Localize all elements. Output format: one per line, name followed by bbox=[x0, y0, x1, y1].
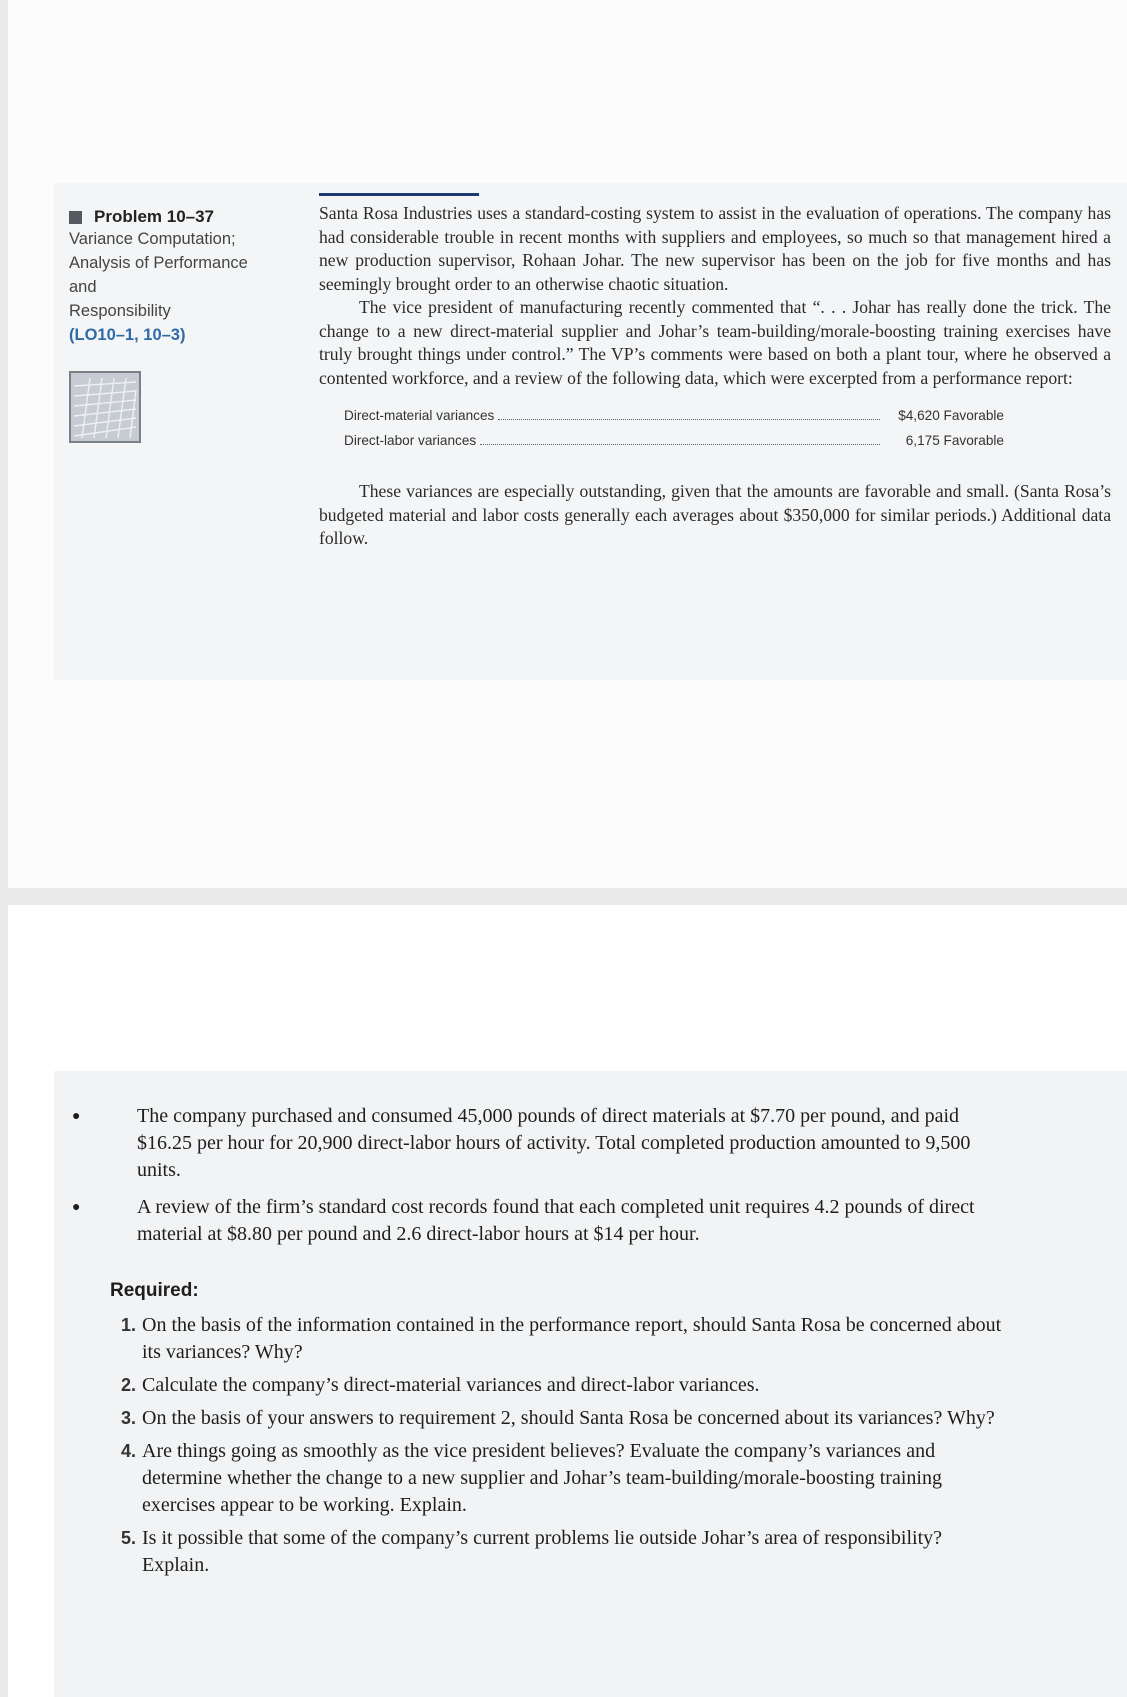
report-row bbox=[344, 433, 1004, 458]
requirement-number: 5. bbox=[120, 1528, 136, 1548]
header-rule bbox=[319, 193, 479, 196]
additional-data bbox=[62, 1103, 1042, 1585]
report-label: Direct-material variances bbox=[344, 408, 495, 423]
list-item bbox=[62, 1103, 1042, 1184]
requirement-item bbox=[62, 1525, 1042, 1579]
bullet-text: The company purchased and consumed 45,000 pounds of direct materials at $7.70 per pound, and paid $16.25 per hour for 20,900 direct-labor hours of activity. Total completed production amounted to 9,500 units. bbox=[137, 1105, 971, 1181]
requirement-number: 3. bbox=[120, 1408, 136, 1428]
list-item bbox=[62, 1194, 1042, 1248]
requirement-item bbox=[62, 1372, 1042, 1399]
requirement-text: On the basis of the information contained in the performance report, should Santa Rosa be concerned about its variances? Why? bbox=[142, 1314, 1002, 1363]
performance-report bbox=[344, 408, 1004, 458]
report-value: 6,175 Favorable bbox=[905, 433, 1004, 448]
requirement-text: On the basis of your answers to requirement 2, should Santa Rosa be concerned about its variances? Why? bbox=[142, 1407, 995, 1429]
bottom-page bbox=[8, 905, 1127, 1697]
requirement-text: Is it possible that some of the company’s current problems lie outside Johar’s area of responsibility? Explain. bbox=[142, 1527, 943, 1576]
topic-line: Analysis of Performance and bbox=[69, 254, 248, 296]
intro-paragraph-2: The vice president of manufacturing recently commented that “. . . Johar has really done the trick. The change to a new direct-material supplier and Johar’s team-building/morale-boosting training exercises have truly brought things under control.” The VP’s comments were based on both a plant tour, where he observed a contented workforce, and a review of the following data, which were excerpted from a performance report: bbox=[319, 297, 1111, 388]
dot-leader bbox=[480, 444, 880, 445]
report-value: $4,620 Favorable bbox=[898, 408, 1004, 423]
requirement-item bbox=[62, 1405, 1042, 1432]
dot-leader bbox=[498, 419, 880, 420]
square-bullet-icon bbox=[69, 211, 82, 224]
top-page bbox=[8, 0, 1127, 888]
problem-heading bbox=[69, 207, 269, 227]
required-heading: Required: bbox=[110, 1280, 199, 1301]
requirement-number: 2. bbox=[120, 1375, 136, 1395]
requirement-number: 4. bbox=[120, 1441, 136, 1461]
bullet-icon: ● bbox=[72, 1109, 81, 1124]
intro-paragraph-1: Santa Rosa Industries uses a standard-costing system to assist in the evaluation of operations. The company has had considerable trouble in recent months with suppliers and employees, so much so that management hired a new production supervisor, Rohaan Johar. The new supervisor has been on the job for five months and has seemingly brought order to an otherwise chaotic situation. bbox=[319, 203, 1111, 294]
topic-line: Variance Computation; bbox=[69, 230, 236, 248]
bullet-text: A review of the firm’s standard cost records found that each completed unit requires 4.2 pounds of direct material at $8.80 per pound and 2.6 direct-labor hours at $14 per hour. bbox=[137, 1196, 975, 1245]
requirement-text: Calculate the company’s direct-material variances and direct-labor variances. bbox=[142, 1374, 760, 1396]
report-label: Direct-labor variances bbox=[344, 433, 477, 448]
textbook-scan-top bbox=[54, 183, 1127, 680]
problem-label: Problem 10–37 bbox=[94, 207, 215, 226]
topic-line: Responsibility bbox=[69, 302, 171, 320]
requirement-number: 1. bbox=[120, 1315, 136, 1335]
followup-paragraph: These variances are especially outstanding, given that the amounts are favorable and small. (Santa Rosa’s budgeted material and labor costs generally each averages about $350,000 for similar periods.) Additional data follow. bbox=[319, 481, 1111, 548]
requirement-text: Are things going as smoothly as the vice president believes? Evaluate the company’s variances and determine whether the change to a new supplier and Johar’s team-building/morale-boosting training exercises appear to be working. Explain. bbox=[142, 1440, 942, 1516]
requirement-item bbox=[62, 1438, 1042, 1519]
spreadsheet-icon bbox=[69, 371, 141, 443]
requirement-item bbox=[62, 1312, 1042, 1366]
problem-sidebar bbox=[69, 207, 269, 443]
bullet-icon: ● bbox=[72, 1200, 81, 1215]
report-row bbox=[344, 408, 1004, 433]
learning-objectives: (LO10–1, 10–3) bbox=[69, 326, 186, 344]
problem-body bbox=[319, 193, 1111, 551]
